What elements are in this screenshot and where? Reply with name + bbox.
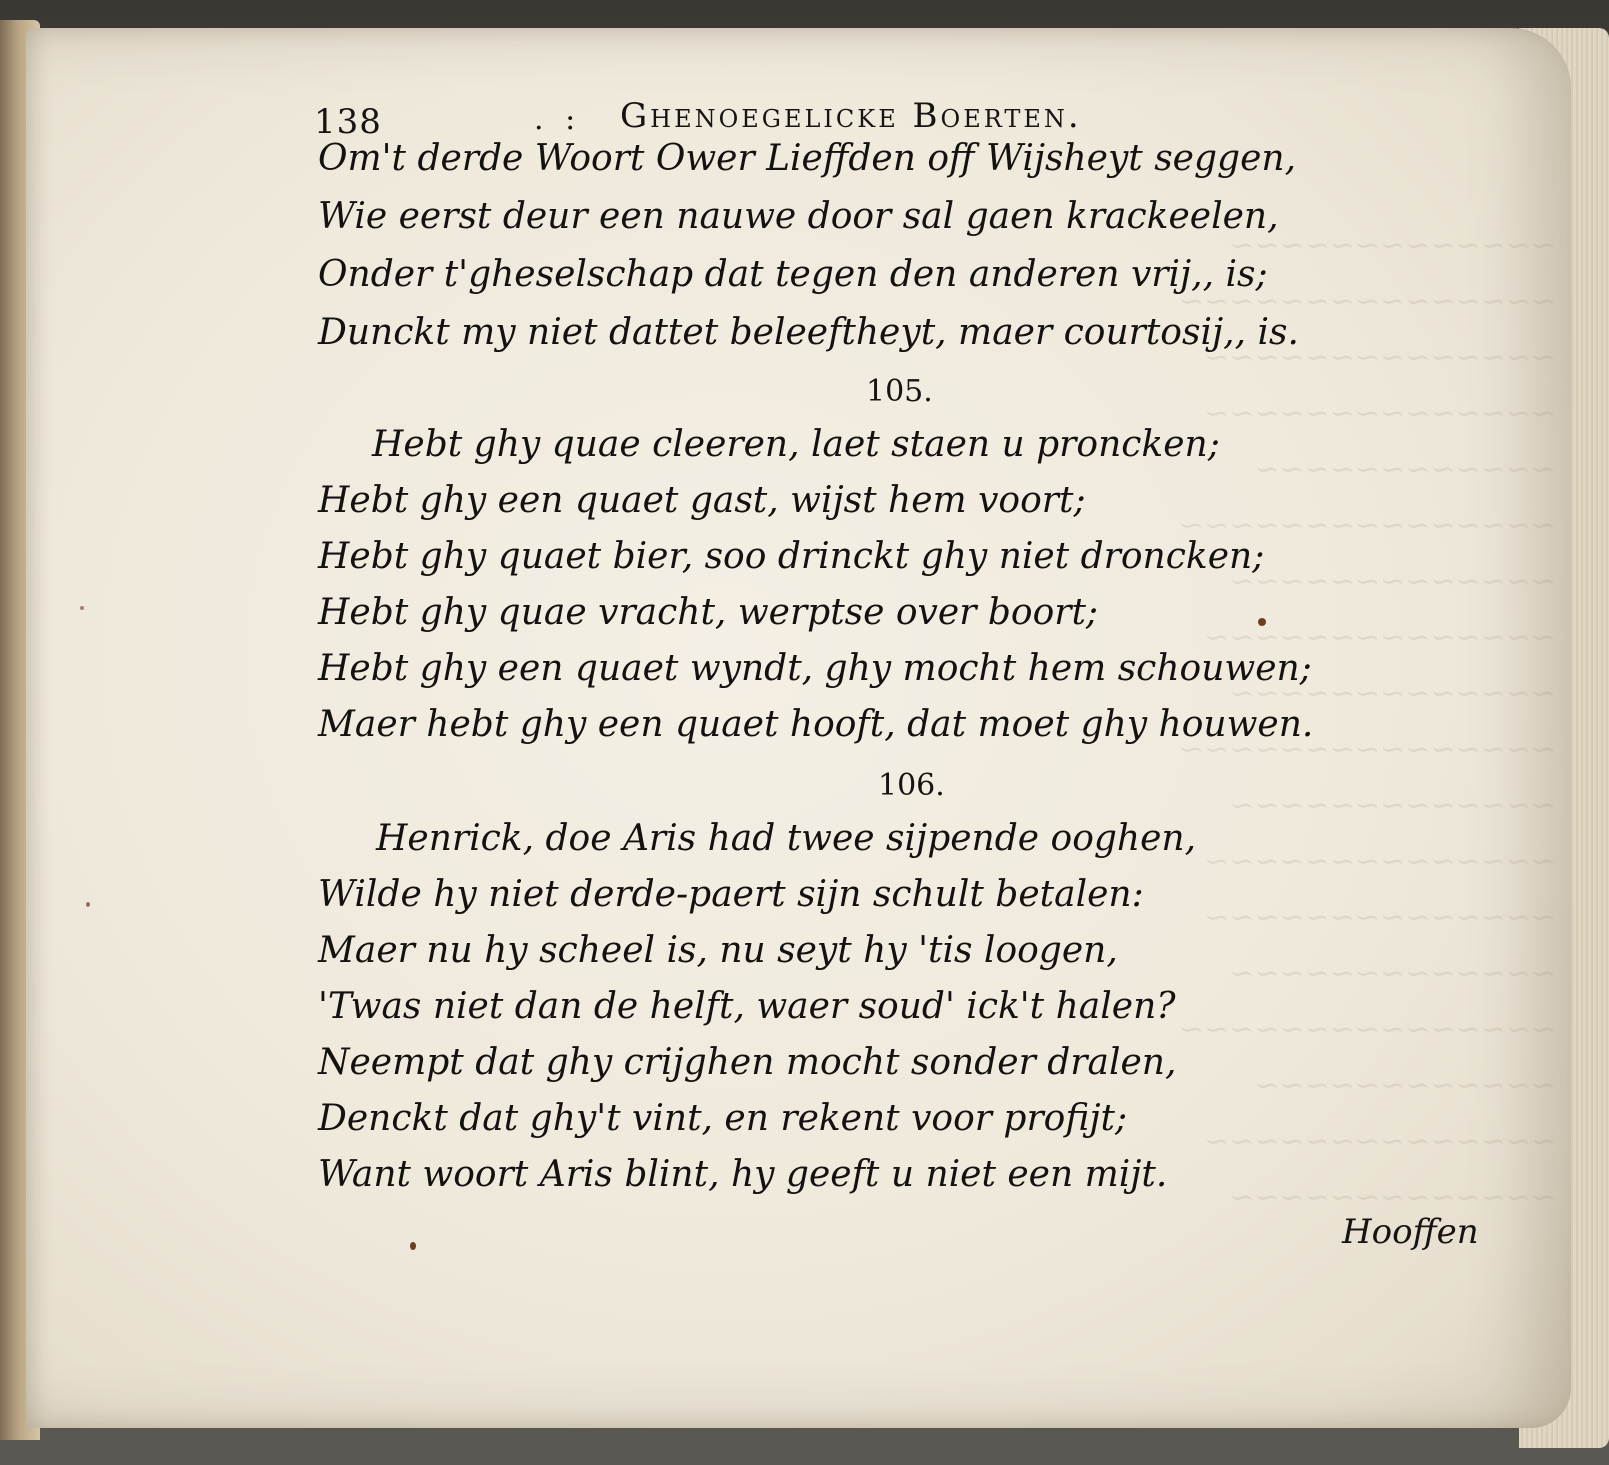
stain-spot xyxy=(410,1242,416,1250)
stain-spot xyxy=(1258,618,1266,626)
page-number: 138 xyxy=(314,102,382,142)
verse-line: Maer nu hy scheel is, nu seyt hy 'tis loogen, xyxy=(318,930,1118,971)
bleed-through-texture: ~~~~~~~~~~~~~ ~~~~~~~~~~~~~~~ ~~~~~~~~~~~~~~ ~~~~~~~~~~~~~~ ~~~~~~~~~~~~ ~~~~~~~~~~~~~~~ ~~~~~~~~~~~~~ ~~~~~~~~~~~~~~ ~~~~~~~~~~~~~ ~~~~~~~~~~~~~~~ ~~~~~~~~~~~~~ ~~~~~~~~~~~~~~ ~~~~~~~~~~~~~~ ~~~~~~~~~~~~~ ~~~~~~~~~~~~~~~ ~~~~~~~~~~~~ ~~~~~~~~~~~~~~ ~~~~~~~~~~~~~ xyxy=(1178,228,1556,1215)
verse-line: Maer hebt ghy een quaet hooft, dat moet ghy houwen. xyxy=(318,704,1314,745)
verse-line: Neempt dat ghy crijghen mocht sonder dralen, xyxy=(318,1042,1177,1083)
stain-spot xyxy=(80,606,84,610)
verse-line: Hebt ghy quaet bier, soo drinckt ghy niet droncken; xyxy=(318,536,1265,577)
verse-line: Om't derde Woort Ower Lieffden off Wijsheyt seggen, xyxy=(318,138,1297,179)
verse-line: Wilde hy niet derde-paert sijn schult betalen: xyxy=(318,874,1144,915)
stain-spot xyxy=(86,902,90,907)
verse-line: Want woort Aris blint, hy geeft u niet een mijt. xyxy=(318,1154,1168,1195)
verse-line: Hebt ghy quae cleeren, laet staen u proncken; xyxy=(372,424,1220,465)
verse-line: Denckt dat ghy't vint, en rekent voor profijt; xyxy=(318,1098,1128,1139)
running-head: Ghenoegelicke Boerten. xyxy=(620,96,1082,136)
verse-line: Henrick, doe Aris had twee sijpende ooghen, xyxy=(376,818,1197,859)
poem-number: 106. xyxy=(878,768,945,803)
book-page xyxy=(26,28,1571,1428)
verse-line: Dunckt my niet dattet beleeftheyt, maer courtosij,, is. xyxy=(318,312,1299,353)
verse-line: Hebt ghy quae vracht, werptse over boort; xyxy=(318,592,1099,633)
verse-line: Hebt ghy een quaet wyndt, ghy mocht hem schouwen; xyxy=(318,648,1312,689)
verse-line: Hebt ghy een quaet gast, wijst hem voort; xyxy=(318,480,1086,521)
verse-line: Wie eerst deur een nauwe door sal gaen krackeelen, xyxy=(318,196,1279,237)
header-ornament: . : xyxy=(534,102,582,137)
poem-number: 105. xyxy=(866,374,933,409)
catchword: Hooffen xyxy=(1342,1212,1479,1252)
verse-line: 'Twas niet dan de helft, waer soud' ick't halen? xyxy=(318,986,1176,1027)
verse-line: Onder t'gheselschap dat tegen den anderen vrij,, is; xyxy=(318,254,1268,295)
